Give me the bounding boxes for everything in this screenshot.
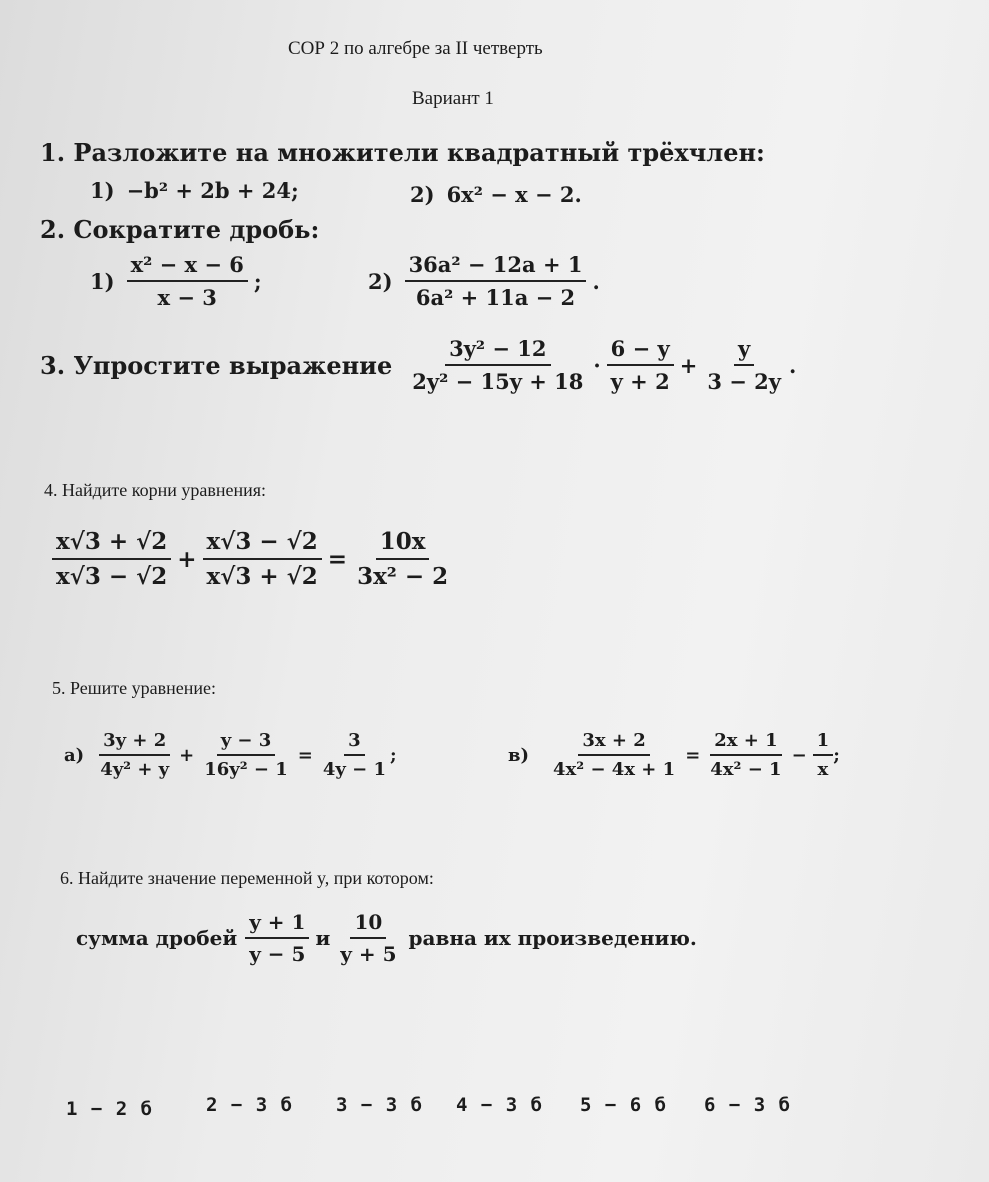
task5-b-label: в) — [508, 744, 530, 766]
plus-operator: + — [179, 744, 195, 766]
task3-number: 3. — [40, 350, 66, 380]
fraction-denominator: 4x² − 1 — [710, 759, 782, 780]
task2-number: 2. — [40, 215, 66, 244]
fraction-denominator: 3x² − 2 — [357, 563, 449, 590]
fraction-numerator: 6 − y — [607, 336, 674, 366]
task2-item-1-end: ; — [253, 268, 262, 294]
task1-number: 1. — [40, 138, 66, 167]
fraction-denominator: 6a² + 11a − 2 — [415, 285, 576, 310]
fraction-numerator: 2x + 1 — [710, 730, 781, 756]
task5-a-fraction-1 — [96, 730, 173, 780]
task2-item-2-end: . — [592, 268, 600, 294]
task5-b-fraction-2 — [706, 730, 785, 780]
plus-operator: + — [679, 352, 698, 378]
task5-part-b — [508, 730, 840, 780]
task2-item-1-fraction — [127, 252, 248, 310]
score-item: 4 − 3 б — [456, 1094, 544, 1116]
equals-operator: = — [327, 545, 348, 573]
task3-text: Упростите выражение — [73, 350, 393, 380]
score-item: 3 − 3 б — [336, 1094, 424, 1116]
fraction-denominator: 4y − 1 — [322, 759, 386, 780]
task6-post-text: равна их произведению. — [408, 926, 697, 950]
task3-heading — [40, 351, 392, 380]
task6-statement — [76, 910, 697, 966]
task6-fraction-2 — [336, 910, 400, 966]
task2-item-1-label: 1) — [90, 268, 115, 294]
task1-item-1 — [90, 178, 299, 203]
task1-text: Разложите на множители квадратный трёхчлен: — [73, 138, 765, 167]
plus-operator: + — [177, 545, 197, 573]
minus-operator: − — [791, 744, 807, 766]
fraction-denominator: 3 − 2y — [707, 369, 781, 394]
task2-item-2 — [368, 252, 600, 310]
fraction-numerator: x√3 + √2 — [52, 528, 171, 560]
variant-label: Вариант 1 — [412, 88, 494, 109]
score-item: 5 − 6 б — [580, 1094, 668, 1116]
fraction-numerator: 3y² − 12 — [445, 336, 550, 366]
task1-item-2 — [410, 182, 582, 207]
task2-item-2-label: 2) — [368, 268, 393, 294]
task3-end: . — [788, 352, 797, 378]
task4-fraction-3 — [353, 528, 452, 590]
fraction-numerator: y + 1 — [245, 910, 309, 939]
task4-fraction-1 — [52, 528, 171, 590]
task6-mid-text: и — [315, 926, 331, 950]
fraction-numerator: 3y + 2 — [99, 730, 170, 756]
task5-a-fraction-2 — [200, 730, 292, 780]
task4-equation — [52, 528, 452, 590]
task6-fraction-1 — [245, 910, 309, 966]
fraction-denominator: y + 5 — [340, 942, 397, 966]
fraction-numerator: y — [734, 336, 754, 366]
task5-b-end: ; — [833, 744, 840, 766]
fraction-denominator: x − 3 — [157, 285, 217, 310]
task1-item-1-label: 1) — [90, 178, 115, 203]
task5-a-fraction-3 — [319, 730, 390, 780]
score-item: 6 − 3 б — [704, 1094, 792, 1116]
fraction-numerator: 10x — [376, 528, 430, 560]
task1-item-1-expr: −b² + 2b + 24; — [126, 178, 299, 203]
task3-fraction-1 — [408, 336, 587, 394]
task1-heading — [40, 138, 765, 167]
fraction-numerator: 3 — [344, 730, 365, 756]
task2-item-2-fraction — [405, 252, 587, 310]
fraction-denominator: x√3 + √2 — [206, 563, 318, 590]
task6-pre-text: сумма дробей — [76, 926, 238, 950]
task5-heading: 5. Решите уравнение: — [52, 678, 216, 698]
fraction-denominator: x — [817, 759, 829, 780]
fraction-numerator: x√3 − √2 — [203, 528, 322, 560]
task5-part-a — [64, 730, 397, 780]
score-item: 2 − 3 б — [206, 1094, 294, 1116]
fraction-denominator: 16y² − 1 — [204, 759, 288, 780]
multiply-operator: · — [593, 352, 601, 378]
fraction-numerator: 36a² − 12a + 1 — [405, 252, 587, 282]
score-item: 1 − 2 б — [66, 1098, 154, 1120]
task3-fraction-2 — [607, 336, 674, 394]
task3 — [40, 336, 796, 394]
task1-item-2-expr: 6x² − x − 2. — [446, 182, 582, 207]
task5-a-end: ; — [389, 744, 397, 766]
task5-a-label: а) — [64, 744, 85, 766]
task3-fraction-3 — [703, 336, 785, 394]
fraction-denominator: 4y² + y — [100, 759, 170, 780]
task1-item-2-label: 2) — [410, 182, 435, 207]
task4-heading: 4. Найдите корни уравнения: — [44, 480, 267, 500]
fraction-denominator: 2y² − 15y + 18 — [412, 369, 584, 394]
page-title: СОР 2 по алгебре за II четверть — [288, 38, 543, 59]
equals-operator: = — [685, 744, 701, 766]
fraction-denominator: y + 2 — [610, 369, 670, 394]
fraction-numerator: y − 3 — [217, 730, 276, 756]
fraction-numerator: 3x + 2 — [578, 730, 649, 756]
task2-heading — [40, 215, 319, 244]
task4-fraction-2 — [203, 528, 322, 590]
fraction-numerator: x² − x − 6 — [127, 252, 248, 282]
fraction-denominator: x√3 − √2 — [56, 563, 168, 590]
fraction-denominator: 4x² − 4x + 1 — [553, 759, 676, 780]
fraction-denominator: y − 5 — [249, 942, 306, 966]
task2-text: Сократите дробь: — [73, 215, 320, 244]
task2-item-1 — [90, 252, 262, 310]
task5-b-fraction-1 — [549, 730, 679, 780]
task5-b-fraction-3 — [813, 730, 834, 780]
fraction-numerator: 1 — [813, 730, 834, 756]
equals-operator: = — [297, 744, 313, 766]
task6-heading: 6. Найдите значение переменной y, при котором: — [60, 868, 434, 888]
fraction-numerator: 10 — [350, 910, 386, 939]
